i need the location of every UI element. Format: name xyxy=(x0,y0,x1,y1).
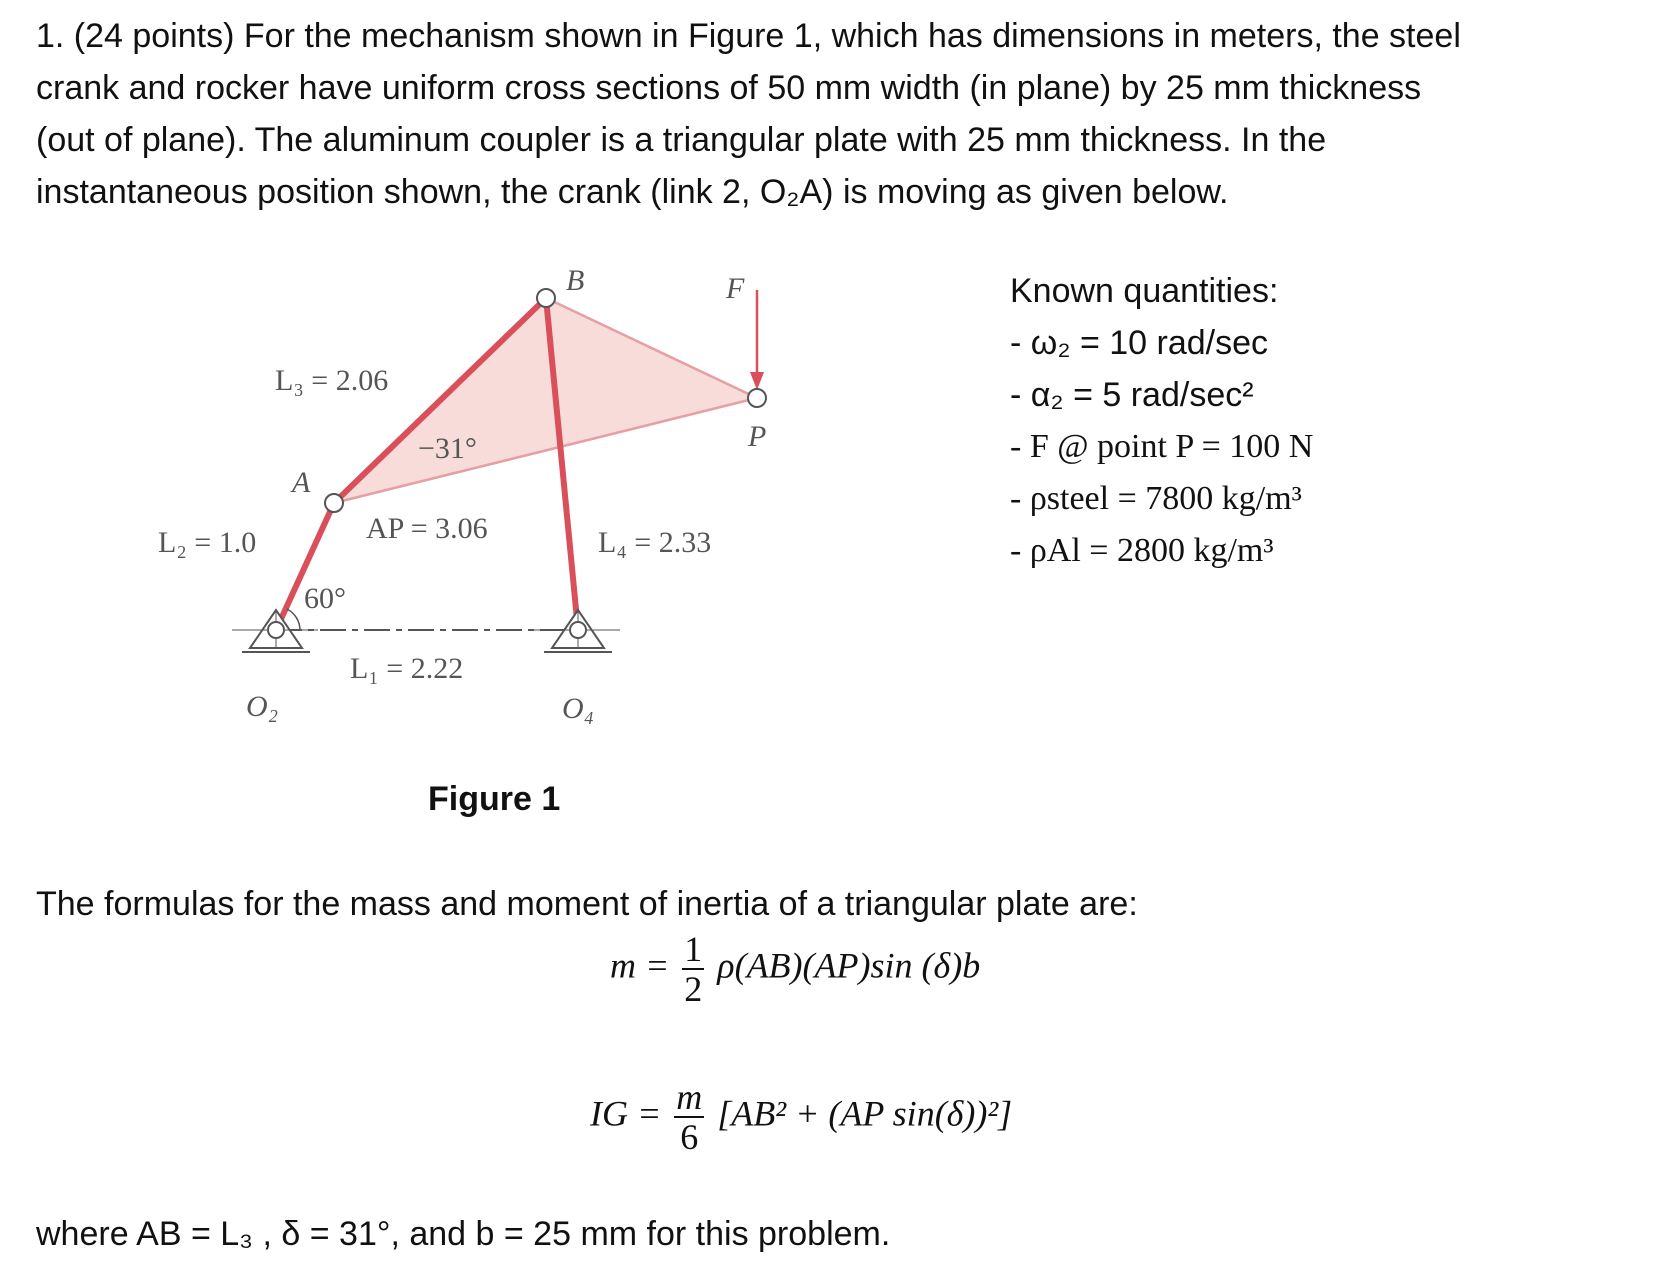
known-rho-steel: - ρsteel = 7800 kg/m³ xyxy=(1010,480,1302,517)
known-force: - F @ point P = 100 N xyxy=(1010,428,1314,465)
joint-a xyxy=(325,494,343,512)
joint-b xyxy=(537,289,555,307)
mass-lhs: m = xyxy=(610,945,670,986)
mass-equation xyxy=(610,930,980,1008)
mass-numerator: 1 xyxy=(684,929,703,969)
mass-rhs: ρ(AB)(AP)sin (δ)b xyxy=(717,945,981,986)
known-quantities xyxy=(1010,265,1313,577)
problem-line-3: (out of plane). The aluminum coupler is a triangular plate with 25 mm thickness. In the xyxy=(36,121,1327,159)
problem-line-4: instantaneous position shown, the crank (link 2, O₂A) is moving as given below. xyxy=(36,173,1229,211)
label-l3: L₃ = 2.06 xyxy=(275,364,389,397)
label-ap: AP = 3.06 xyxy=(366,512,488,545)
label-p: P xyxy=(748,420,767,453)
inertia-rhs: [AB² + (AP sin(δ))²] xyxy=(717,1093,1013,1134)
inertia-numerator: m xyxy=(676,1077,703,1117)
problem-line-2: crank and rocker have uniform cross sections of 50 mm width (in plane) by 25 mm thickness xyxy=(36,69,1422,107)
label-angle-31: −31° xyxy=(418,432,477,465)
inertia-equation xyxy=(590,1078,1012,1156)
coupler-plate xyxy=(334,298,757,503)
joint-o4 xyxy=(570,622,586,638)
label-l4: L₄ = 2.33 xyxy=(598,526,712,559)
where-clause: where AB = L₃ , δ = 31°, and b = 25 mm for this problem. xyxy=(36,1215,891,1253)
inertia-denominator: 6 xyxy=(674,1116,704,1156)
label-o2: O₂ xyxy=(246,690,279,723)
formulas-intro: The formulas for the mass and moment of inertia of a triangular plate are: xyxy=(36,885,1138,923)
mass-fraction xyxy=(682,930,704,1008)
known-alpha: - α₂ = 5 rad/sec² xyxy=(1010,376,1254,414)
known-title: Known quantities: xyxy=(1010,272,1279,310)
known-omega: - ω₂ = 10 rad/sec xyxy=(1010,324,1269,362)
label-l2: L₂ = 1.0 xyxy=(158,526,257,559)
label-o4: O₄ xyxy=(562,692,595,725)
label-b: B xyxy=(566,264,585,297)
inertia-lhs: IG = xyxy=(590,1093,662,1134)
label-f: F xyxy=(726,272,745,305)
joint-p xyxy=(748,389,766,407)
label-angle-60: 60° xyxy=(304,582,346,615)
label-a: A xyxy=(292,466,311,499)
mass-denominator: 2 xyxy=(684,969,703,1009)
figure-caption: Figure 1 xyxy=(428,780,561,818)
label-l1: L₁ = 2.22 xyxy=(350,652,464,685)
angle-arc-60 xyxy=(287,609,300,630)
joint-o2 xyxy=(268,622,284,638)
problem-line-1: 1. (24 points) For the mechanism shown in Figure 1, which has dimensions in meters, the steel xyxy=(36,17,1461,55)
force-arrow-head xyxy=(750,372,764,390)
known-rho-al: - ρAl = 2800 kg/m³ xyxy=(1010,532,1274,569)
inertia-fraction xyxy=(674,1078,704,1156)
